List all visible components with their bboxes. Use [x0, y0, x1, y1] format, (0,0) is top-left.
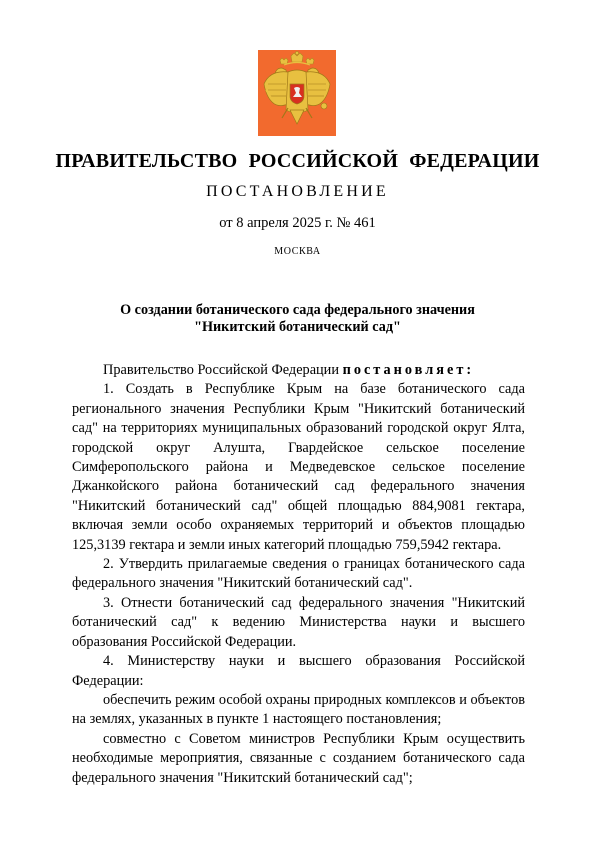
document-type: ПОСТАНОВЛЕНИЕ — [206, 183, 389, 200]
document-body — [72, 361, 525, 788]
paragraph-4-item-1: обеспечить режим особой охраны природных комплексов и объектов на землях, указанных в пункте 1 настоящего постановления; — [72, 691, 525, 728]
decree-word: постановляет: — [342, 362, 475, 378]
paragraph-2: 2. Утвердить прилагаемые сведения о границах ботанического сада федерального значения "Никитский ботанический сад". — [72, 556, 525, 592]
intro-text: Правительство Российской Федерации — [103, 362, 339, 378]
paragraph-1: 1. Создать в Республике Крым на базе ботанического сада регионального значения Республики Крым "Никитский ботанический сад" на территориях муниципальных образований городской округ Ялта, городской округ Алушта, Гвардейское сельское поселение Симферопольского района и Медведевское сельское поселение Джанкойского района ботанический сад федерального значения "Никитский ботанический сад" общей площадью 884,9081 гектара, включая земли особо охраняемых территорий и объектов площадью 125,3139 гектара и земли иных категорий площадью 759,5942 гектара. — [72, 381, 525, 553]
subject-line-2: "Никитский ботанический сад" — [194, 319, 401, 335]
government-title: ПРАВИТЕЛЬСТВО РОССИЙСКОЙ ФЕДЕРАЦИИ — [55, 150, 540, 172]
subject-line-1: О создании ботанического сада федерального значения — [120, 302, 475, 318]
paragraph-3: 3. Отнести ботанический сад федерального значения "Никитский ботанический сад" к ведению Министерства науки и высшего образования Российской Федерации. — [72, 594, 525, 650]
document-subject — [0, 302, 595, 336]
document-date-number: от 8 апреля 2025 г. № 461 — [219, 215, 376, 231]
paragraph-4: 4. Министерству науки и высшего образования Российской Федерации: — [72, 653, 525, 689]
paragraph-4-item-2: совместно с Советом министров Республики Крым осуществить необходимые мероприятия, связанные с созданием ботанического сада федерального значения "Никитский ботанический сад"; — [72, 730, 525, 786]
document-city: МОСКВА — [274, 246, 321, 257]
intro-paragraph — [72, 361, 525, 380]
russian-coat-of-arms-icon — [258, 50, 336, 136]
